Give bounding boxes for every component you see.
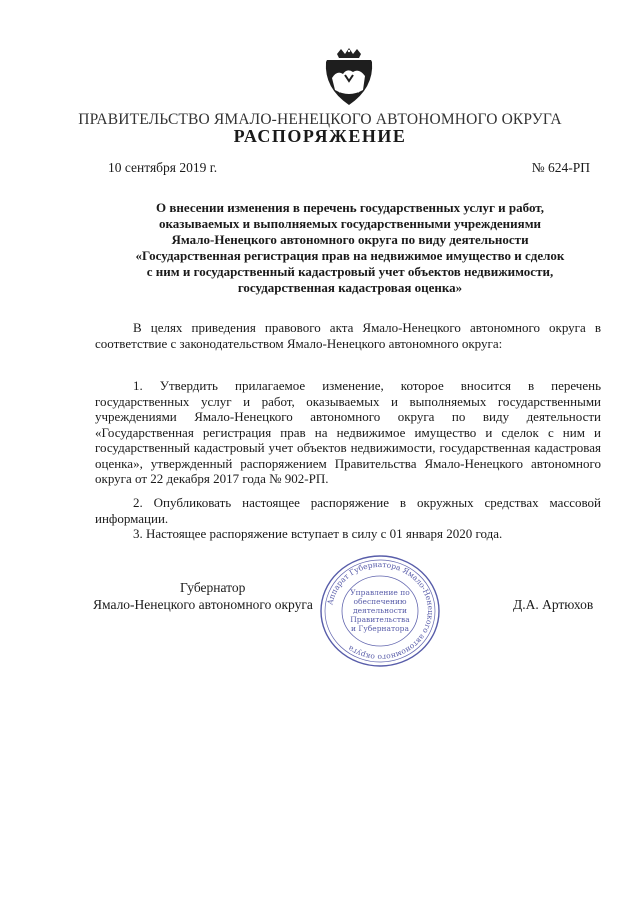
coat-of-arms-icon [323,48,375,106]
item-3-text: 3. Настоящее распоряжение вступает в силу с 01 января 2020 года. [133,526,503,541]
seal-center-line: и Губернатора [351,624,409,633]
document-number: № 624-РП [531,160,590,175]
item-1-paragraph [95,378,601,487]
government-name: ПРАВИТЕЛЬСТВО ЯМАЛО-НЕНЕЦКОГО АВТОНОМНОГО ОКРУГА [78,111,562,128]
document-type: РАСПОРЯЖЕНИЕ [233,126,407,146]
seal-center-line: деятельности [352,606,408,615]
item-3-paragraph [95,526,601,542]
seal-ring-text: Аппарат Губернатора Ямало-Ненецкого автономного округа [325,559,436,663]
item-2-text: 2. Опубликовать настоящее распоряжение в окружных средствах массовой информации. [95,495,601,526]
subject-line: государственная кадастровая оценка» [237,280,463,295]
official-seal [318,553,442,669]
subject-line: Ямало-Ненецкого автономного округа по виду деятельности [171,232,529,247]
item-1-text: 1. Утвердить прилагаемое изменение, которое вносится в перечень государственных услуг и работ, оказываемых и выполняемых государственными учреждениями Ямало-Ненецкого автономного округа по виду деятельности «Государственная регистрация прав на недвижимое имущество и сделок с ним и государственный кадастровый учет объектов недвижимости, государственная кадастровая оценка», утвержденный распоряжением Правительства Ямало-Ненецкого автономного округа от 22 декабря 2017 года № 902-РП. [95,378,601,486]
intro-paragraph [95,320,601,351]
signer-name: Д.А. Артюхов [513,597,594,612]
item-2-paragraph [95,495,601,526]
subject-line: оказываемых и выполняемых государственными учреждениями [158,216,542,231]
signer-title-line-2: Ямало-Ненецкого автономного округа [93,597,313,612]
document-date: 10 сентября 2019 г. [108,160,218,175]
seal-center-line: Управление по [350,588,410,597]
signer-title-line-1: Губернатор [180,580,246,595]
intro-text: В целях приведения правового акта Ямало-Ненецкого автономного округа в соответствие с законодательством Ямало-Ненецкого автономного округа: [95,320,601,351]
subject-line: с ним и государственный кадастровый учет объектов недвижимости, [146,264,554,279]
seal-center-line: Правительства [350,615,410,624]
document-subject [100,200,600,296]
subject-line: О внесении изменения в перечень государственных услуг и работ, [156,200,544,215]
seal-center-line: обеспечению [353,597,407,606]
subject-line: «Государственная регистрация прав на недвижимое имущество и сделок [135,248,565,263]
